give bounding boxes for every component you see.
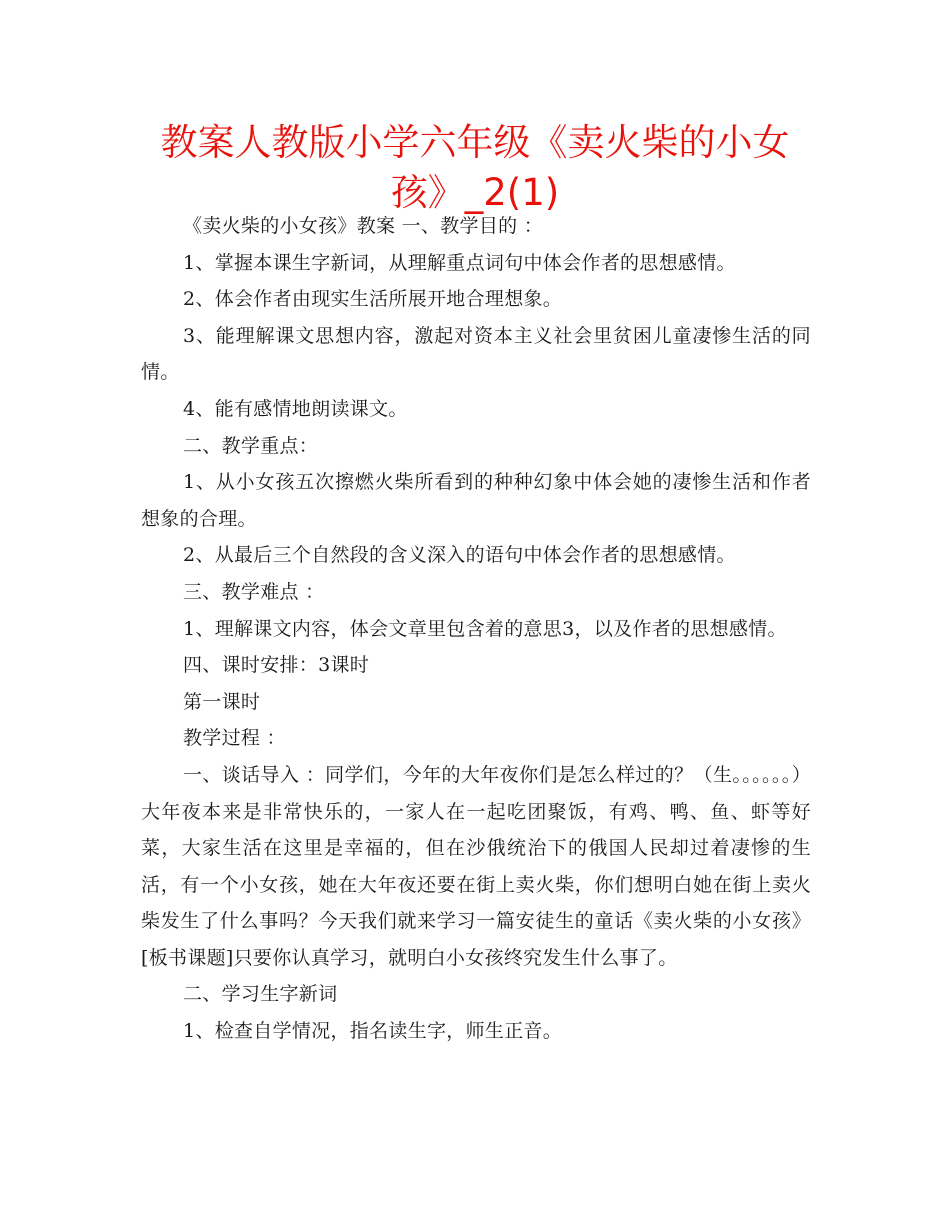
document-body [141,208,811,1050]
paragraph: 一、谈话导入 ：同学们，今年的大年夜你们是怎么样过的？（生。。。。。。）大年夜本来是非常快乐的，一家人在一起吃团聚饭，有鸡、鸭、鱼、虾等好菜，大家生活在这里是幸福的，但在沙俄统治下的俄国人民却过着凄惨的生活，有一个小女孩，她在大年夜还要在街上卖火柴，你们想明白她在街上卖火柴发生了什么事吗？今天我们就来学习一篇安徒生的童话《卖火柴的小女孩》[板书课题]只要你认真学习，就明白小女孩终究发生什么事了。 [141,763,811,969]
paragraph: 1、检查自学情况，指名读生字，师生正音。 [183,1020,563,1043]
paragraph: 二、学习生字新词 [183,983,338,1006]
paragraph: 二、教学重点： [183,434,319,457]
paragraph: 四、课时安排：3课时 [183,654,370,677]
paragraph: 2、从最后三个自然段的含义深入的语句中体会作者的思想感情。 [183,544,736,567]
paragraph: 2、体会作者由现实生活所展开地合理想象。 [183,288,563,311]
paragraph: 三、教学难点 ： [183,580,325,603]
paragraph: 1、掌握本课生字新词，从理解重点词句中体会作者的思想感情。 [183,251,736,274]
paragraph: 3、能理解课文思想内容，激起对资本主义社会里贫困儿童凄惨生活的同情。 [141,324,811,384]
paragraph: 教学过程 ： [183,727,286,750]
document-title: 教案人教版小学六年级《卖火柴的小女孩》_2(1) [160,121,790,214]
paragraph: 1、理解课文内容，体会文章里包含着的意思3，以及作者的思想感情。 [183,617,787,640]
paragraph: 1、从小女孩五次擦燃火柴所看到的种种幻象中体会她的凄惨生活和作者想象的合理。 [141,471,811,530]
paragraph: 《卖火柴的小女孩》教案 一、教学目的 ： [183,215,544,237]
paragraph: 第一课时 [183,690,261,713]
paragraph: 4、能有感情地朗读课文。 [183,397,408,420]
